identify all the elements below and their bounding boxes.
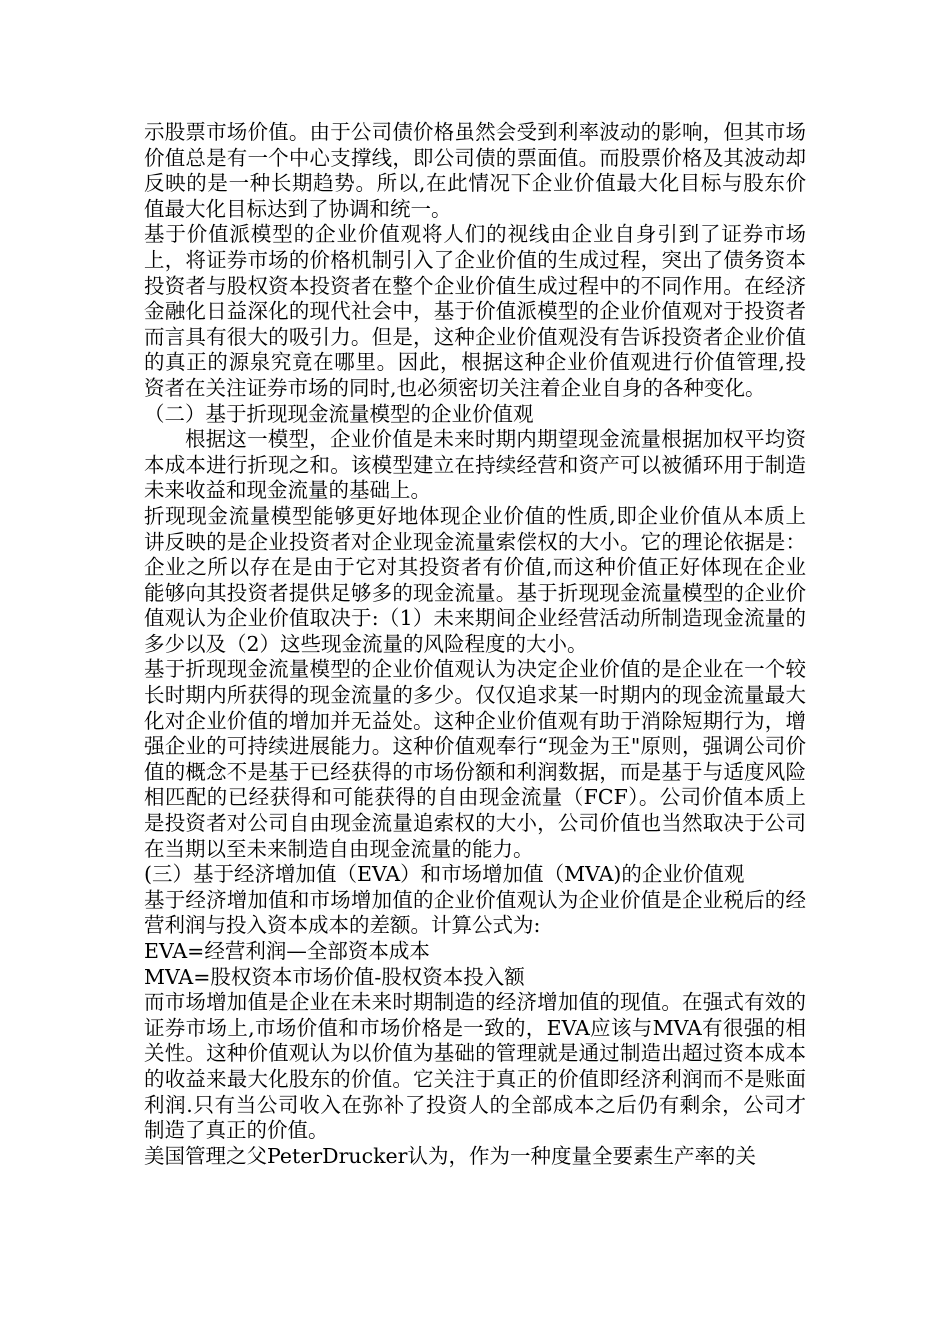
paragraph: 基于折现现金流量模型的企业价值观认为决定企业价值的是企业在一个较长时期内所获得的现金流量的多少。仅仅追求某一时期内的现金流量最大化对企业价值的增加并无益处。这种企业价值观有助于消除短期行为，增强企业的可持续进展能力。这种价值观奉行“现金为王"原则，强调公司价值的概念不是基于已经获得的市场份额和利润数据，而是基于与适度风险相匹配的已经获得和可能获得的自由现金流量（FCF）。公司价值本质上是投资者对公司自由现金流量追索权的大小，公司价值也当然取决于公司在当期以至未来制造自由现金流量的能力。 [144,657,806,861]
paragraph: 基于经济增加值和市场增加值的企业价值观认为企业价值是企业税后的经营利润与投入资本成本的差额。计算公式为: [144,887,806,938]
section-heading: （二）基于折现现金流量模型的企业价值观 [144,401,534,426]
paragraph: 美国管理之父PeterDrucker认为，作为一种度量全要素生产率的关 [144,1143,756,1168]
paragraph: 根据这一模型，企业价值是未来时期内期望现金流量根据加权平均资本成本进行折现之和。该模型建立在持续经营和资产可以被循环用于制造未来收益和现金流量的基础上。 [144,427,806,503]
section-heading: (三）基于经济增加值（EVA）和市场增加值（MVA)的企业价值观 [144,862,745,887]
formula-line: MVA=股权资本市场价值-股权资本投入额 [144,964,525,989]
formula-line: EVA=经营利润—全部资本成本 [144,939,430,963]
paragraph: 基于价值派模型的企业价值观将人们的视线由企业自身引到了证券市场上，将证券市场的价格机制引入了企业价值的生成过程，突出了债务资本投资者与股权资本投资者在整个企业价值生成过程中的不同作用。在经济金融化日益深化的现代社会中，基于价值派模型的企业价值观对于投资者而言具有很大的吸引力。但是，这种企业价值观没有告诉投资者企业价值的真正的源泉究竟在哪里。因此，根据这种企业价值观进行价值管理,投资者在关注证券市场的同时,也必须密切关注着企业自身的各种变化。 [144,222,806,400]
paragraph: 而市场增加值是企业在未来时期制造的经济增加值的现值。在强式有效的证券市场上,市场价值和市场价格是一致的，EVA应该与MVA有很强的相关性。这种价值观认为以价值为基础的管理就是通过制造出超过资本成本的收益来最大化股东的价值。它关注于真正的价值即经济利润而不是账面利润.只有当公司收入在弥补了投资人的全部成本之后仍有剩余，公司才制造了真正的价值。 [144,990,806,1143]
paragraph: 折现现金流量模型能够更好地体现企业价值的性质,即企业价值从本质上讲反映的是企业投资者对企业现金流量索偿权的大小。它的理论依据是：企业之所以存在是由于它对其投资者有价值,而这种价值正好体现在企业能够向其投资者提供足够多的现金流量。基于折现现金流量模型的企业价值观认为企业价值取决于:（1）未来期间企业经营活动所制造现金流量的多少以及（2）这些现金流量的风险程度的大小。 [144,503,806,656]
document-page [144,120,806,1169]
paragraph: 示股票市场价值。由于公司债价格虽然会受到利率波动的影响，但其市场价值总是有一个中心支撑线，即公司债的票面值。而股票价格及其波动却反映的是一种长期趋势。所以,在此情况下企业价值最大化目标与股东价值最大化目标达到了协调和统一。 [144,120,806,221]
